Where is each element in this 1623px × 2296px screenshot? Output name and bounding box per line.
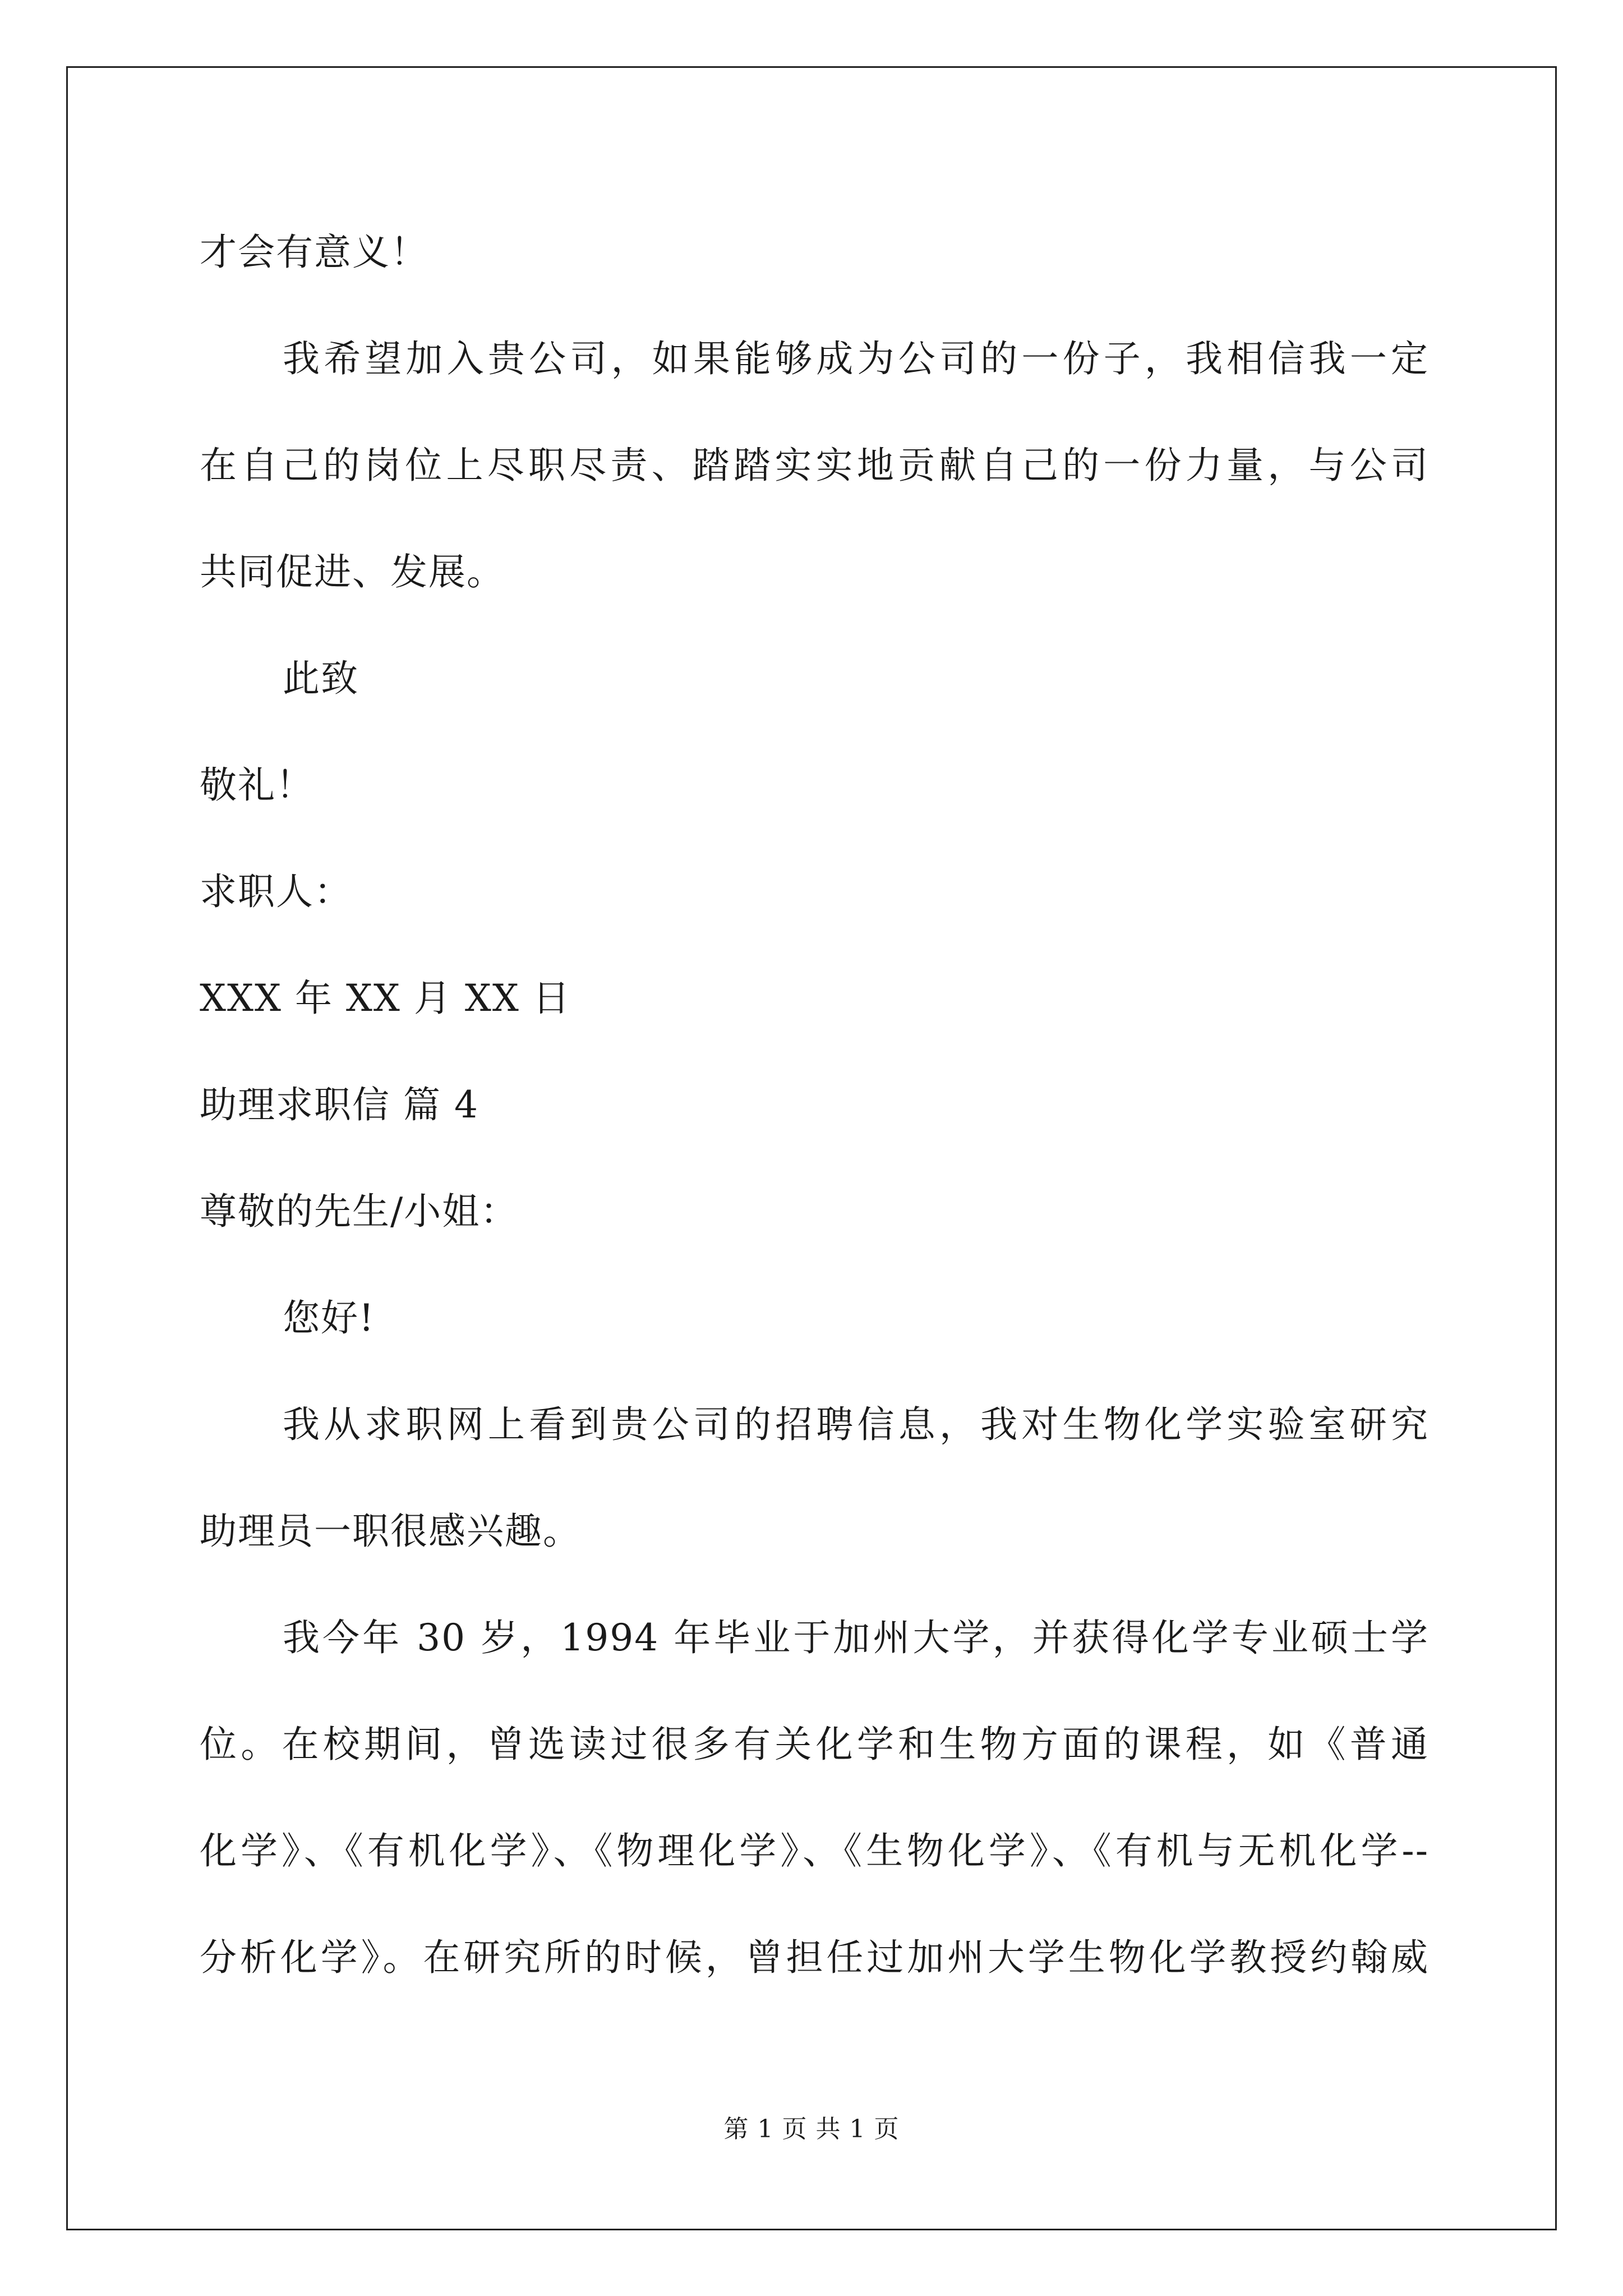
text-line: 分析化学》。在研究所的时候，曾担任过加州大学生物化学教授约翰威 xyxy=(200,1936,1429,1979)
text-line: 才会有意义！ xyxy=(200,231,428,274)
text-line: 我今年 30 岁，1994 年毕业于加州大学，并获得化学专业硕士学 xyxy=(283,1616,1429,1659)
text-line: 在自己的岗位上尽职尽责、踏踏实实地贡献自己的一份力量，与公司 xyxy=(200,444,1429,487)
page-number: 第 1 页 共 1 页 xyxy=(723,2115,900,2143)
text-line: 我希望加入贵公司，如果能够成为公司的一份子，我相信我一定 xyxy=(283,337,1429,380)
text-line: 共同促进、发展。 xyxy=(200,550,505,593)
greeting: 尊敬的先生/小姐： xyxy=(200,1190,519,1233)
salutation-closing: 此致 xyxy=(283,657,359,700)
text-line: 我从求职网上看到贵公司的招聘信息，我对生物化学实验室研究 xyxy=(283,1403,1429,1446)
section-heading: 助理求职信 篇 4 xyxy=(200,1083,479,1126)
text-line: 敬礼！ xyxy=(200,763,314,807)
page-border xyxy=(66,66,1557,2230)
signature-label: 求职人： xyxy=(200,870,352,913)
text-line: 助理员一职很感兴趣。 xyxy=(200,1510,581,1553)
text-line: 您好! xyxy=(283,1296,375,1340)
text-line: 化学》、《有机化学》、《物理化学》、《生物化学》、《有机与无机化学-- xyxy=(200,1829,1429,1872)
date-line: XXX 年 XX 月 XX 日 xyxy=(200,977,571,1020)
text-line: 位。在校期间，曾选读过很多有关化学和生物方面的课程，如《普通 xyxy=(200,1723,1429,1766)
